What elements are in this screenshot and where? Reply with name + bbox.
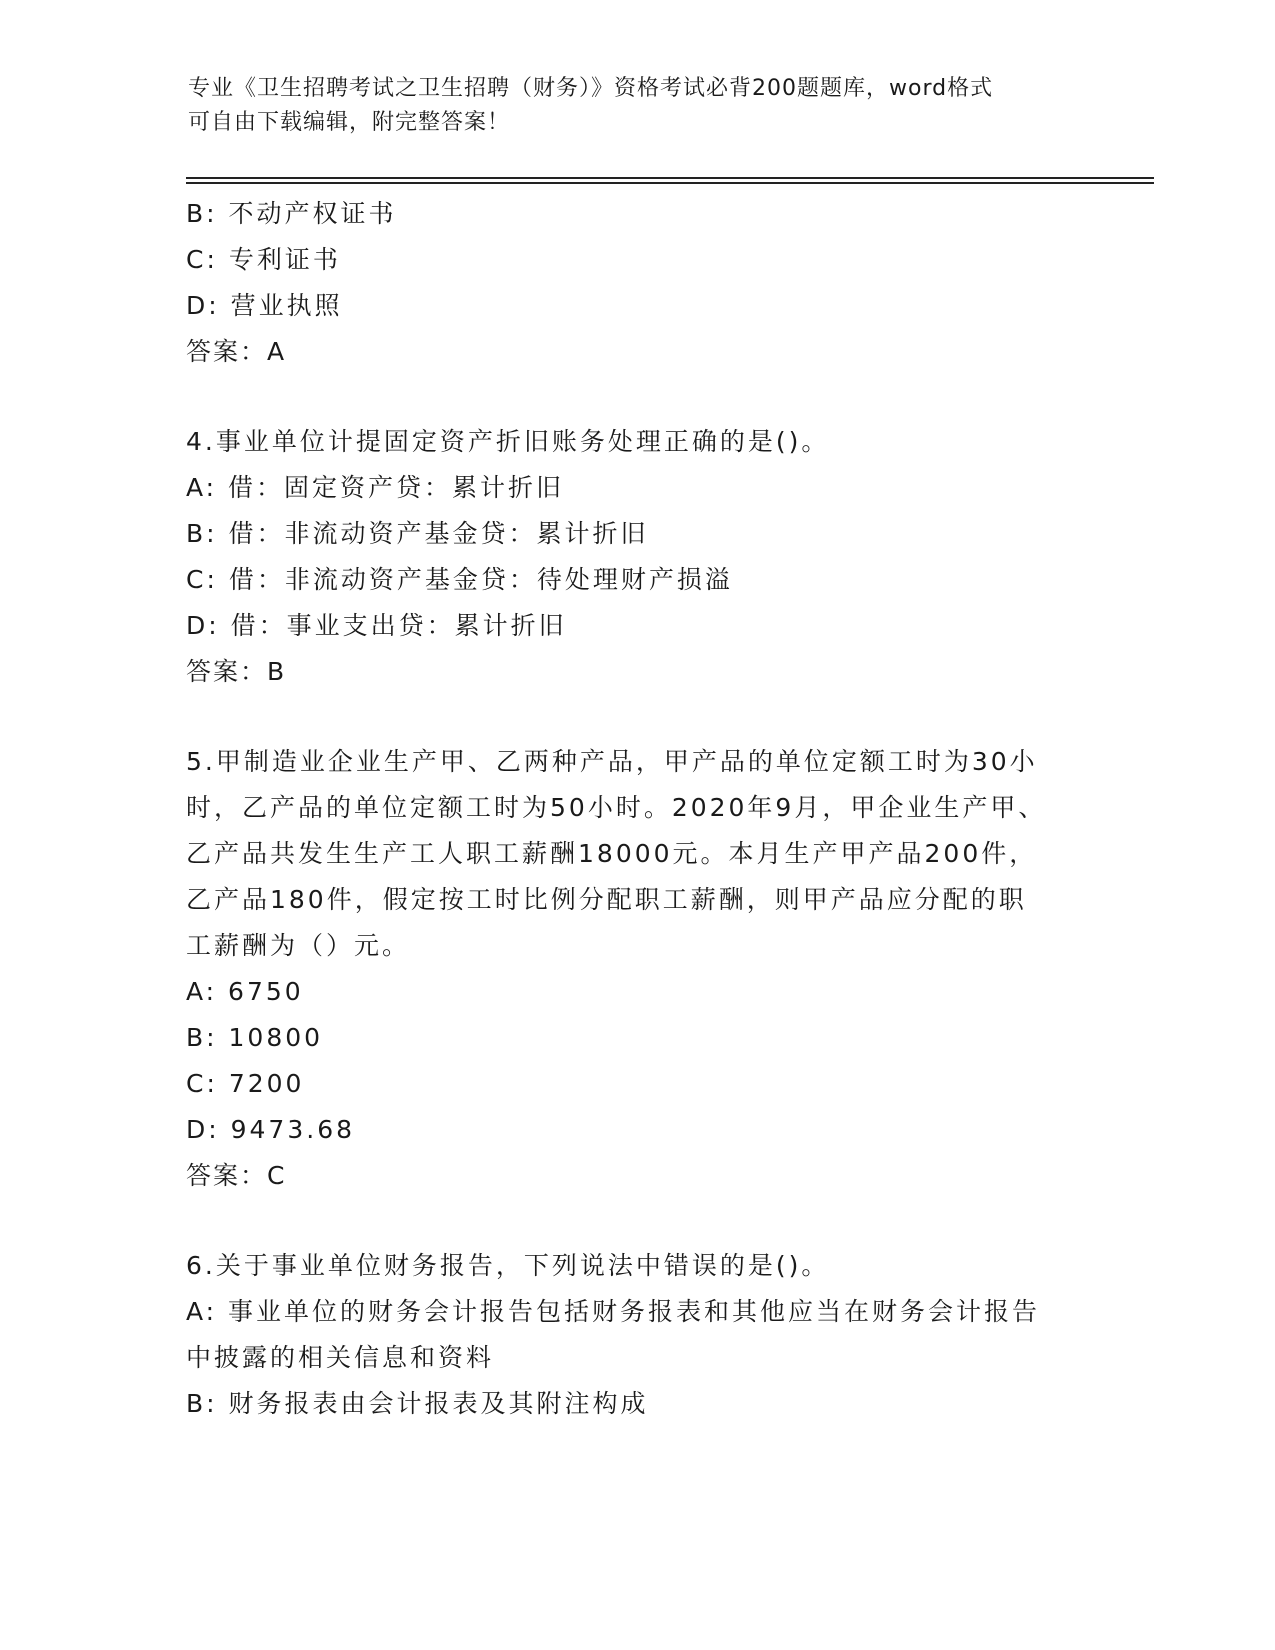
question-4: [186, 419, 1066, 695]
header-divider-bottom: [186, 182, 1154, 184]
question-3-tail: [186, 191, 1066, 375]
question-5: [186, 739, 1066, 1199]
answer: 答案：A: [186, 337, 287, 366]
question-6: [186, 1243, 1066, 1427]
question-stem-line: 乙产品180件，假定按工时比例分配职工薪酬，则甲产品应分配的职: [186, 885, 1027, 914]
answer: 答案：B: [186, 657, 287, 686]
answer: 答案：C: [186, 1161, 287, 1190]
header-line-2: 可自由下载编辑，附完整答案！: [188, 110, 511, 135]
option-c: C: 专利证书: [186, 245, 341, 274]
option-d: D: 9473.68: [186, 1115, 356, 1144]
question-stem-line: 工薪酬为（）元。: [186, 931, 411, 960]
question-stem-line: 乙产品共发生生产工人职工薪酬18000元。本月生产甲产品200件，: [186, 839, 1038, 868]
option-a-line: 中披露的相关信息和资料: [186, 1343, 495, 1372]
option-c: C: 借：非流动资产基金贷：待处理财产损溢: [186, 565, 733, 594]
option-a: A: 6750: [186, 977, 304, 1006]
option-a-line: A: 事业单位的财务会计报告包括财务报表和其他应当在财务会计报告: [186, 1297, 1041, 1326]
question-stem-line: 5.甲制造业企业生产甲、乙两种产品，甲产品的单位定额工时为30小: [186, 747, 1038, 776]
option-b: B: 借：非流动资产基金贷：累计折旧: [186, 519, 649, 548]
question-list: [186, 191, 1066, 1427]
option-a: A: 借：固定资产贷：累计折旧: [186, 473, 565, 502]
question-stem: 6.关于事业单位财务报告，下列说法中错误的是()。: [186, 1251, 830, 1280]
question-stem-line: 时，乙产品的单位定额工时为50小时。2020年9月，甲企业生产甲、: [186, 793, 1047, 822]
question-stem: 4.事业单位计提固定资产折旧账务处理正确的是()。: [186, 427, 830, 456]
header-divider-top: [186, 177, 1154, 179]
option-b: B: 财务报表由会计报表及其附注构成: [186, 1389, 649, 1418]
option-d: D: 借：事业支出贷：累计折旧: [186, 611, 567, 640]
option-b: B: 10800: [186, 1023, 324, 1052]
document-header: [188, 72, 1068, 140]
option-d: D: 营业执照: [186, 291, 343, 320]
option-b: B: 不动产权证书: [186, 199, 397, 228]
header-line-1: 专业《卫生招聘考试之卫生招聘（财务）》资格考试必背200题题库，word格式: [188, 76, 994, 101]
option-c: C: 7200: [186, 1069, 305, 1098]
